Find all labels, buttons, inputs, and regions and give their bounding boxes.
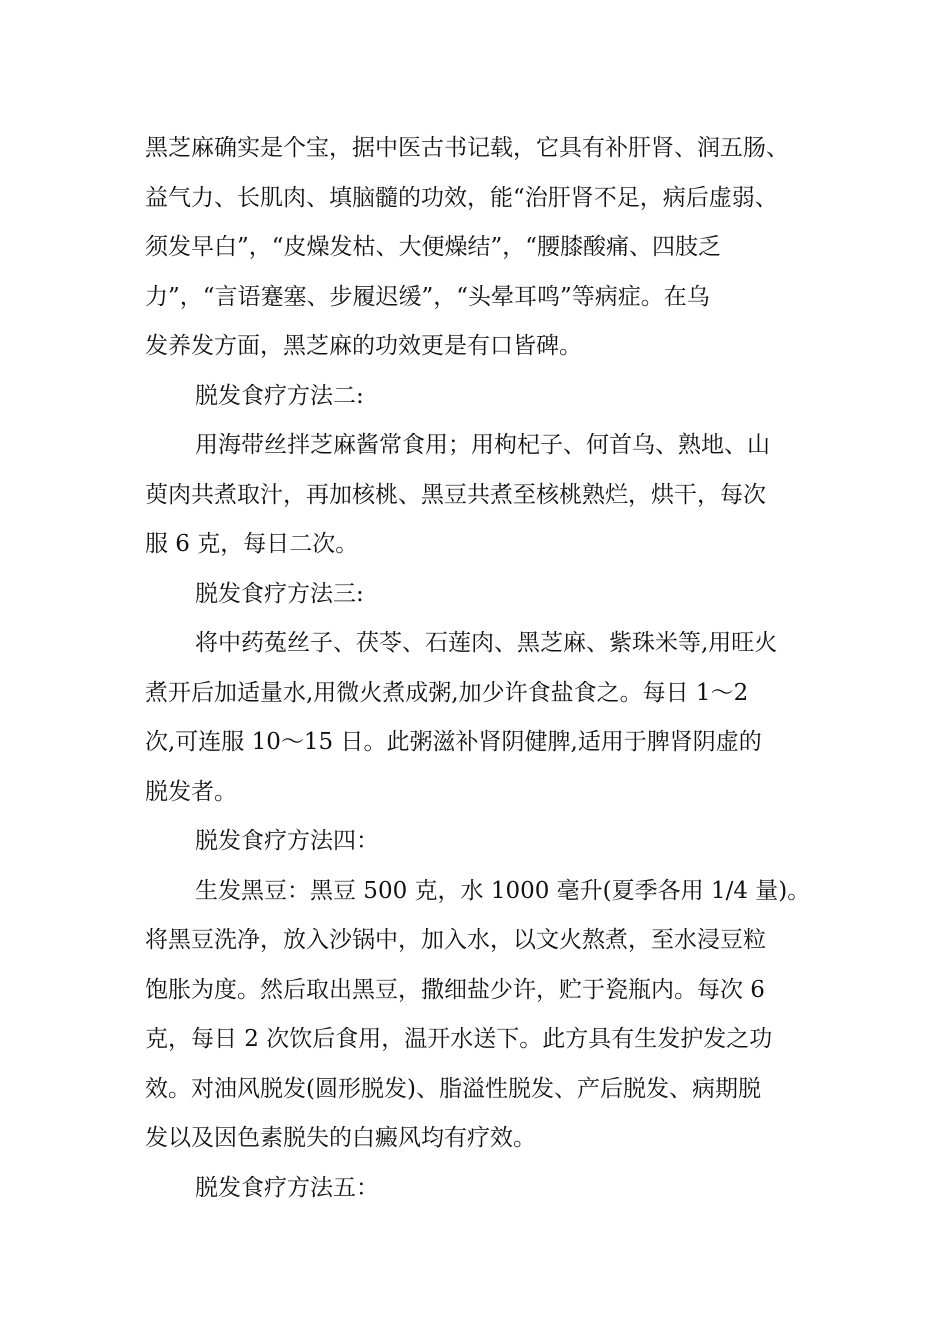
paragraph-method-2 [145, 421, 813, 570]
text-line: 发以及因色素脱失的白癜风均有疗效。 [145, 1125, 536, 1151]
text-line: 煮开后加适量水,用微火煮成粥,加少许食盐食之。每日 1～2 [145, 679, 749, 706]
text-line: 克，每日 2 次饮后食用，温开水送下。此方具有生发护发之功 [145, 1026, 773, 1052]
text-line: 益气力、长肌肉、填脑髓的功效，能“治肝肾不足，病后虚弱、 [145, 184, 778, 211]
heading-text: 脱发食疗方法四： [195, 828, 379, 854]
text-line: 次,可连服 10～15 日。此粥滋补肾阴健脾,适用于脾肾阴虚的 [145, 729, 762, 755]
text-line: 效。对油风脱发(圆形脱发)、脂溢性脱发、产后脱发、病期脱 [145, 1075, 761, 1102]
text-line: 力”，“言语蹇塞、步履迟缓”，“头晕耳鸣”等病症。在乌 [145, 283, 710, 310]
text-line: 须发早白”，“皮燥发枯、大便燥结”，“腰膝酸痛、四肢乏 [145, 234, 722, 260]
text-line: 发养发方面，黑芝麻的功效更是有口皆碑。 [145, 333, 582, 359]
text-line: 饱胀为度。然后取出黑豆，撒细盐少许，贮于瓷瓶内。每次 6 [145, 976, 765, 1003]
document-body [145, 124, 813, 1213]
paragraph-method-3 [145, 619, 813, 817]
text-line: 黑芝麻确实是个宝，据中医古书记载，它具有补肝肾、润五肠、 [145, 135, 789, 161]
paragraph-method-4 [145, 867, 813, 1164]
text-line: 用海带丝拌芝麻酱常食用；用枸杞子、何首乌、熟地、山 [195, 432, 770, 458]
text-line: 将中药菟丝子、茯苓、石莲肉、黑芝麻、紫珠米等,用旺火 [195, 630, 778, 656]
heading-text: 脱发食疗方法三: [195, 580, 364, 607]
heading-text: 脱发食疗方法五： [195, 1174, 379, 1201]
text-line: 服 6 克，每日二次。 [145, 531, 359, 557]
text-line: 将黑豆洗净，放入沙锅中，加入水，以文火熬煮，至水浸豆粒 [145, 927, 766, 953]
text-line: 萸肉共煮取汁，再加核桃、黑豆共煮至核桃熟烂，烘干，每次 [145, 481, 766, 508]
text-line: 生发黑豆：黑豆 500 克，水 1000 毫升(夏季各用 1/4 量)。 [195, 877, 811, 904]
section-heading-method-5 [145, 1164, 813, 1214]
heading-text: 脱发食疗方法二: [195, 382, 364, 409]
section-heading-method-4 [145, 817, 813, 867]
paragraph-intro [145, 124, 813, 372]
section-heading-method-2 [145, 372, 813, 422]
section-heading-method-3 [145, 570, 813, 620]
text-line: 脱发者。 [145, 778, 237, 805]
